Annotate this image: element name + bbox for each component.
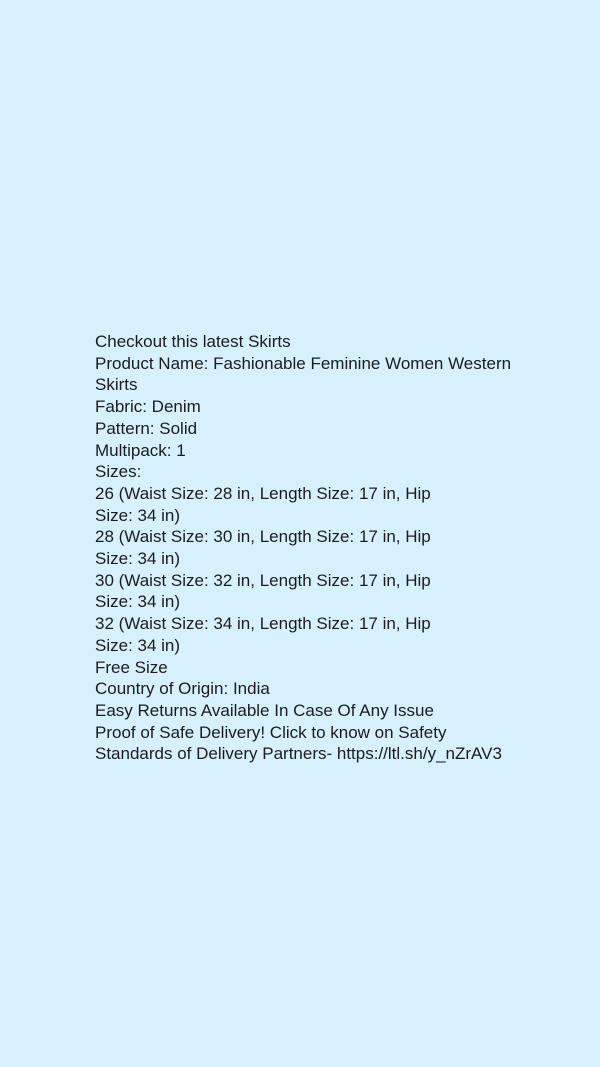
size-26-line: 26 (Waist Size: 28 in, Length Size: 17 in, Hip bbox=[95, 483, 431, 503]
size-28-line: 28 (Waist Size: 30 in, Length Size: 17 in, Hip bbox=[95, 527, 431, 547]
size-30-line: 30 (Waist Size: 32 in, Length Size: 17 in, Hip bbox=[95, 570, 431, 590]
returns-line: Easy Returns Available In Case Of Any Issue bbox=[95, 700, 434, 720]
country-of-origin-line: Country of Origin: India bbox=[95, 679, 270, 699]
size-28-line-continued: Size: 34 in) bbox=[95, 549, 181, 569]
sizes-heading: Sizes: bbox=[95, 462, 142, 482]
free-size-line: Free Size bbox=[95, 657, 168, 677]
size-26-line-continued: Size: 34 in) bbox=[95, 505, 181, 525]
delivery-standards-line: Standards of Delivery Partners- https://ltl.sh/y_nZrAV3 bbox=[95, 744, 502, 764]
fabric-line: Fabric: Denim bbox=[95, 397, 201, 417]
pattern-line: Pattern: Solid bbox=[95, 418, 198, 438]
product-name-line: Product Name: Fashionable Feminine Women Western bbox=[95, 353, 512, 373]
size-32-line-continued: Size: 34 in) bbox=[95, 635, 181, 655]
size-30-line-continued: Size: 34 in) bbox=[95, 592, 181, 612]
headline-line: Checkout this latest Skirts bbox=[95, 332, 291, 351]
product-name-line-continued: Skirts bbox=[95, 375, 138, 395]
size-32-line: 32 (Waist Size: 34 in, Length Size: 17 in, Hip bbox=[95, 614, 431, 634]
product-description bbox=[95, 331, 535, 765]
safe-delivery-line: Proof of Safe Delivery! Click to know on Safety bbox=[95, 722, 447, 742]
multipack-line: Multipack: 1 bbox=[95, 440, 186, 460]
